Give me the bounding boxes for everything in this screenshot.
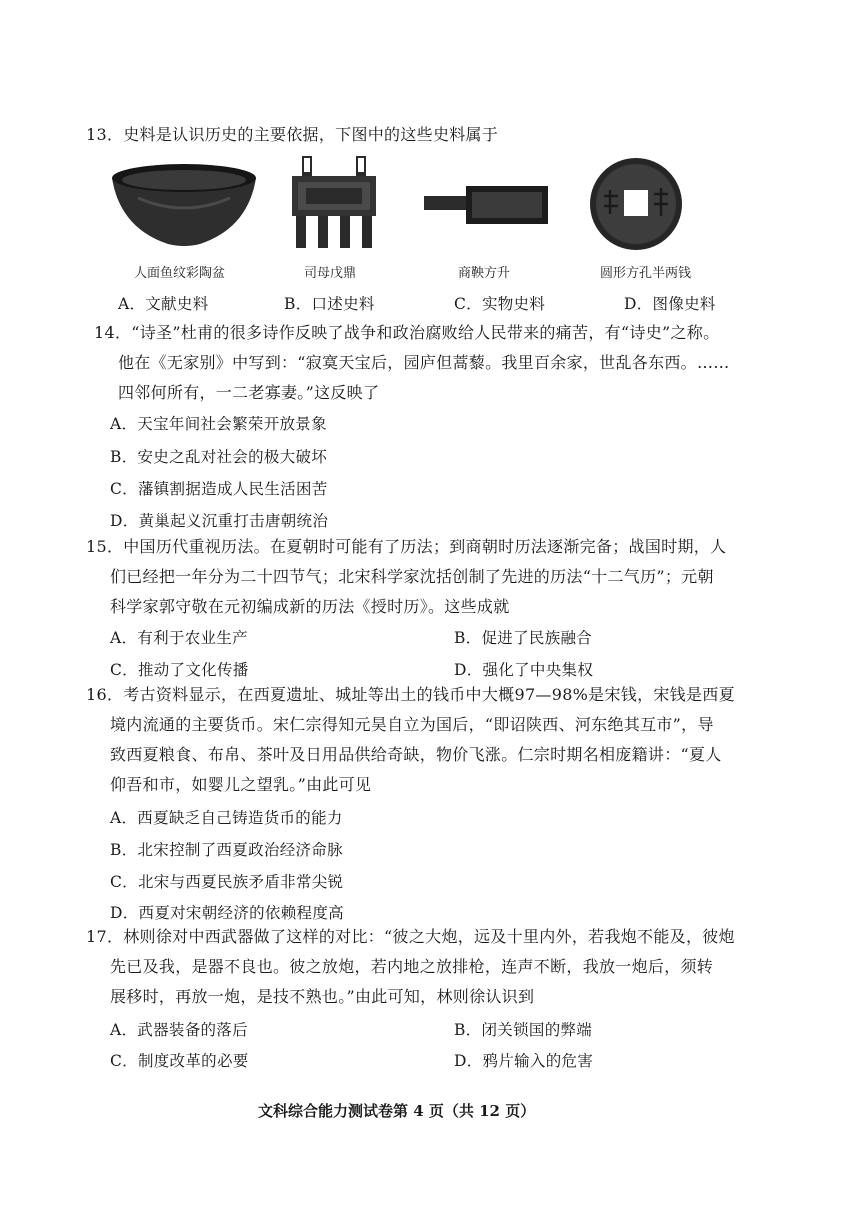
q13-option-c: C．实物史料 [454,295,546,313]
q15-stem-line: 15．中国历代重视历法。在夏朝时可能有了历法；到商朝时历法逐渐完备；战国时期，人 [86,537,727,556]
q17-option-d: D．鸦片输入的危害 [454,1052,594,1070]
q14-option-a: A．天宝年间社会繁荣开放景象 [110,415,327,433]
artifact-caption: 司母戊鼎 [304,266,357,281]
q13-option-b: B．口述史料 [284,295,375,313]
q15-stem-line: 科学家郭守敬在元初编成新的历法《授时历》。这些成就 [110,597,510,616]
artifact-caption: 圆形方孔半两钱 [600,266,692,281]
q14-stem [94,318,730,408]
q17-stem [86,922,735,1012]
q16-stem-line: 仰吾和市，如婴儿之望乳。”由此可见 [110,775,372,794]
q13-stem: 13．史料是认识历史的主要依据，下图中的这些史料属于 [86,125,499,144]
q14-option-d: D．黄巢起义沉重打击唐朝统治 [110,512,329,530]
q14-stem-line: 四邻何所有，一二老寡妻。”这反映了 [118,383,380,402]
q17-stem-line: 先已及我，是器不良也。彼之放炮，若内地之放排枪，连声不断，我放一炮后，须转 [110,957,714,976]
q16-stem [86,680,735,800]
q17-option-a: A．武器装备的落后 [110,1021,248,1039]
q17-stem-line: 17．林则徐对中西武器做了这样的对比：“彼之大炮，远及十里内外，若我炮不能及，彼炮 [86,927,735,946]
pottery-basin-icon [108,158,260,250]
q16-option-c: C．北宋与西夏民族矛盾非常尖锐 [110,873,344,891]
q17-option-c: C．制度改革的必要 [110,1052,249,1070]
q16-stem-line: 致西夏粮食、布帛、茶叶及日用品供给奇缺，物价飞涨。仁宗时期名相庞籍讲：“夏人 [110,745,722,764]
page-footer: 文科综合能力测试卷第 4 页（共 12 页） [258,1102,536,1120]
coin-icon [588,156,684,252]
q15-option-a: A．有利于农业生产 [110,629,248,647]
q14-option-b: B．安史之乱对社会的极大破坏 [110,448,328,466]
q15-option-d: D．强化了中央集权 [454,661,594,679]
q15-option-c: C．推动了文化传播 [110,661,249,679]
q16-stem-line: 16．考古资料显示，在西夏遗址、城址等出土的钱币中大概97—98%是宋钱，宋钱是西夏 [86,685,735,704]
q15-stem-line: 们已经把一年分为二十四节气；北宋科学家沈括创制了先进的历法“十二气历”；元朝 [110,567,714,586]
q15-option-b: B．促进了民族融合 [454,629,593,647]
bronze-ding-icon [284,152,384,252]
q16-option-d: D．西夏对宋朝经济的依赖程度高 [110,904,344,922]
q15-stem [86,532,726,622]
q14-option-c: C．藩镇割据造成人民生活困苦 [110,480,328,498]
q13-option-a: A．文献史料 [118,295,209,313]
artifact-caption: 商鞅方升 [458,266,511,281]
q17-option-b: B．闭关锁国的弊端 [454,1021,593,1039]
q14-stem-line: 他在《无家别》中写到：“寂寞天宝后，园庐但蒿藜。我里百余家，世乱各东西。…… [118,353,730,372]
measuring-vessel-icon [422,180,550,230]
artifact-caption: 人面鱼纹彩陶盆 [134,266,226,281]
q16-option-a: A．西夏缺乏自己铸造货币的能力 [110,809,343,827]
q17-stem-line: 展移时，再放一炮，是技不熟也。”由此可知，林则徐认识到 [110,987,535,1006]
q13-option-d: D．图像史料 [624,295,716,313]
q16-option-b: B．北宋控制了西夏政治经济命脉 [110,841,343,859]
q14-stem-line: 14．“诗圣”杜甫的很多诗作反映了战争和政治腐败给人民带来的痛苦，有“诗史”之称。 [94,323,720,342]
q16-stem-line: 境内流通的主要货币。宋仁宗得知元昊自立为国后，“即诏陕西、河东绝其互市”，导 [110,715,714,734]
